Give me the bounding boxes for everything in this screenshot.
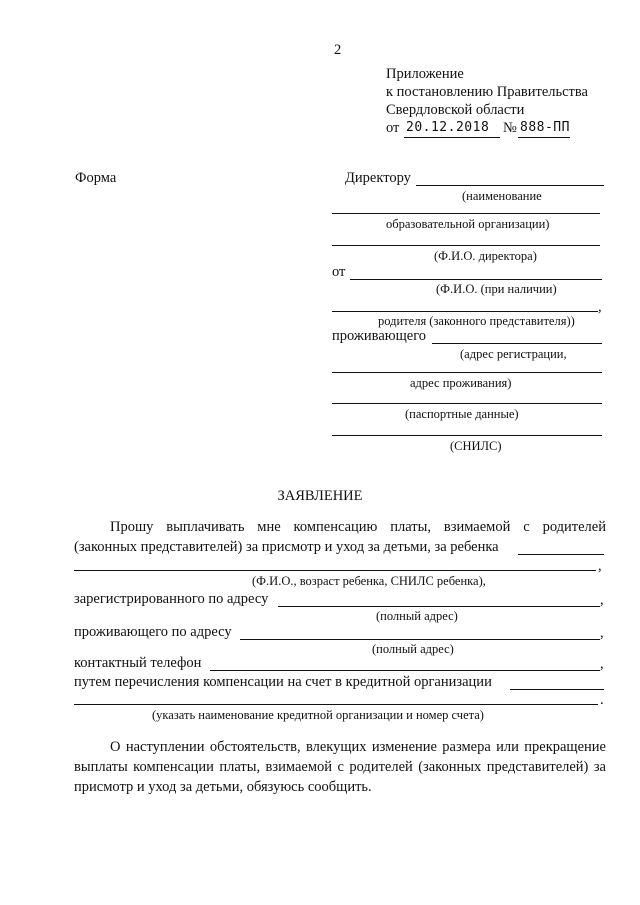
- registered-address-field[interactable]: [278, 606, 600, 607]
- bank-field[interactable]: [74, 704, 598, 705]
- from-label: от: [332, 264, 346, 280]
- parent-name-field[interactable]: [332, 311, 598, 312]
- bank-field-start[interactable]: [510, 689, 604, 690]
- transfer-label: путем перечисления компенсации на счет в кредитной организации: [74, 674, 492, 690]
- request-line-1: Прошу выплачивать мне компенсацию платы, взимаемой с родителей: [110, 519, 606, 535]
- child-caption: (Ф.И.О., возраст ребенка, СНИЛС ребенка),: [252, 574, 486, 588]
- closing-paragraph: О наступлении обстоятельств, влекущих изменение размера или прекращение выплаты компенсации платы, взимаемой с родителей (законных представителей) за присмотр и уход за детьми, обязуюсь сообщить.: [74, 739, 606, 795]
- form-label: Форма: [75, 170, 117, 186]
- annex-date-value: 20.12.2018: [406, 120, 490, 135]
- registered-comma: ,: [600, 592, 604, 608]
- child-comma: ,: [598, 558, 602, 574]
- director-caption-2: образовательной организации): [386, 217, 550, 231]
- registered-label: зарегистрированного по адресу: [74, 591, 269, 607]
- annex-line-1: Приложение: [386, 66, 464, 82]
- bank-period: .: [600, 692, 604, 708]
- reg-address-caption: (адрес регистрации,: [460, 347, 567, 361]
- parent-comma: ,: [598, 299, 602, 315]
- live-address-caption: адрес проживания): [410, 376, 512, 390]
- reg-address-field[interactable]: [432, 343, 602, 344]
- bank-caption: (указать наименование кредитной организации и номер счета): [152, 708, 484, 722]
- parent-caption: родителя (законного представителя)): [378, 314, 575, 328]
- director-field[interactable]: [416, 185, 604, 186]
- annex-number-value: 888-ПП: [520, 120, 570, 135]
- annex-line-2: к постановлению Правительства: [386, 84, 588, 100]
- phone-field[interactable]: [210, 670, 600, 671]
- organization-field[interactable]: [332, 213, 600, 214]
- phone-label: контактный телефон: [74, 655, 202, 671]
- live-address-field[interactable]: [332, 372, 602, 373]
- residing-address-field[interactable]: [240, 639, 600, 640]
- annex-date-underline: [404, 137, 500, 138]
- residing-comma: ,: [600, 625, 604, 641]
- from-field[interactable]: [350, 279, 602, 280]
- annex-number-underline: [518, 137, 570, 138]
- director-name-caption: (Ф.И.О. директора): [434, 249, 537, 263]
- director-label: Директору: [345, 170, 411, 186]
- annex-date-prefix: от: [386, 120, 400, 136]
- residing-label: проживающего: [332, 328, 427, 344]
- snils-field[interactable]: [332, 435, 602, 436]
- full-address-caption-2: (полный адрес): [372, 642, 454, 656]
- from-caption: (Ф.И.О. (при наличии): [436, 282, 557, 296]
- director-name-field[interactable]: [332, 245, 600, 246]
- annex-number-prefix: №: [503, 120, 517, 136]
- director-caption-1: (наименование: [462, 189, 542, 203]
- passport-caption: (паспортные данные): [405, 407, 519, 421]
- phone-comma: ,: [600, 656, 604, 672]
- residing-address-label: проживающего по адресу: [74, 624, 232, 640]
- snils-caption: (СНИЛС): [450, 439, 502, 453]
- full-address-caption-1: (полный адрес): [376, 609, 458, 623]
- page-number: 2: [334, 42, 342, 58]
- request-line-2: (законных представителей) за присмотр и уход за детьми, за ребенка: [74, 539, 499, 555]
- document-title: ЗАЯВЛЕНИЕ: [277, 488, 363, 504]
- passport-field[interactable]: [332, 403, 602, 404]
- annex-line-3: Свердловской области: [386, 102, 525, 118]
- child-field-start[interactable]: [518, 554, 604, 555]
- child-field[interactable]: [74, 570, 596, 571]
